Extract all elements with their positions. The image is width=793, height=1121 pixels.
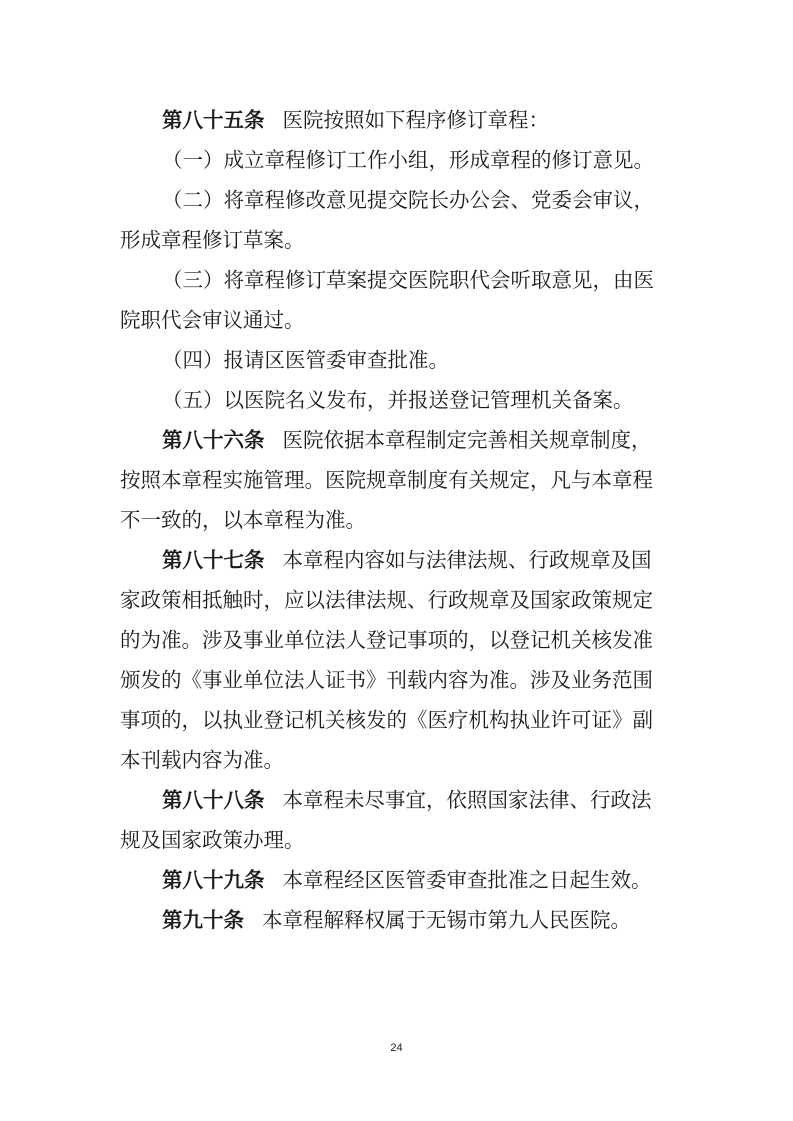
article-88-line-1: 本章程未尽事宜，依照国家法律、行政法: [282, 788, 652, 812]
article-87-line-5: 事项的，以执业登记机关核发的《医疗机构执业许可证》副: [120, 708, 653, 732]
article-88-heading-line: [162, 780, 652, 820]
article-87-title: 第八十七条: [162, 548, 265, 572]
article-90-text: 本章程解释权属于无锡市第九人民医院。: [262, 908, 631, 932]
article-89-text: 本章程经区医管委审查批准之日起生效。: [282, 868, 652, 892]
article-87-heading-line: [162, 540, 652, 580]
article-85-item-2-cont: 形成章程修订草案。: [120, 228, 305, 252]
article-87-line-2: 家政策相抵触时，应以法律法规、行政规章及国家政策规定: [120, 588, 653, 612]
article-85-item-3-cont: 院职代会审议通过。: [120, 308, 305, 332]
article-85-item-2: （二）将章程修改意见提交院长办公会、党委会审议，: [162, 188, 654, 212]
article-87-line-6: 本刊载内容为准。: [120, 748, 284, 772]
article-85-item-5: （五）以医院名义发布，并报送登记管理机关备案。: [162, 388, 634, 412]
article-89-heading-line: [162, 860, 652, 900]
article-85-heading-line: [162, 100, 549, 140]
article-85-title: 第八十五条: [162, 108, 265, 132]
article-86-line-1: 医院依据本章程制定完善相关规章制度，: [282, 428, 652, 452]
article-87-line-1: 本章程内容如与法律法规、行政规章及国: [282, 548, 652, 572]
article-86-heading-line: [162, 420, 652, 460]
article-85-item-4: （四）报请区医管委审查批准。: [162, 348, 449, 372]
article-89-title: 第八十九条: [162, 868, 265, 892]
article-90-title: 第九十条: [162, 908, 244, 932]
article-85-text: 医院按照如下程序修订章程：: [282, 108, 549, 132]
article-85-item-3: （三）将章程修订草案提交医院职代会听取意见，由医: [162, 268, 654, 292]
article-86-title: 第八十六条: [162, 428, 265, 452]
article-88-title: 第八十八条: [162, 788, 265, 812]
page-number: 24: [390, 1042, 403, 1054]
article-85-item-1: （一）成立章程修订工作小组，形成章程的修订意见。: [162, 148, 654, 172]
article-88-line-2: 规及国家政策办理。: [120, 828, 305, 852]
article-86-line-2: 按照本章程实施管理。医院规章制度有关规定，凡与本章程: [120, 468, 653, 492]
article-87-line-4: 颁发的《事业单位法人证书》刊载内容为准。涉及业务范围: [120, 668, 653, 692]
article-86-line-3: 不一致的，以本章程为准。: [120, 508, 366, 532]
article-87-line-3: 的为准。涉及事业单位法人登记事项的，以登记机关核发准: [120, 628, 653, 652]
article-90-heading-line: [162, 900, 631, 940]
